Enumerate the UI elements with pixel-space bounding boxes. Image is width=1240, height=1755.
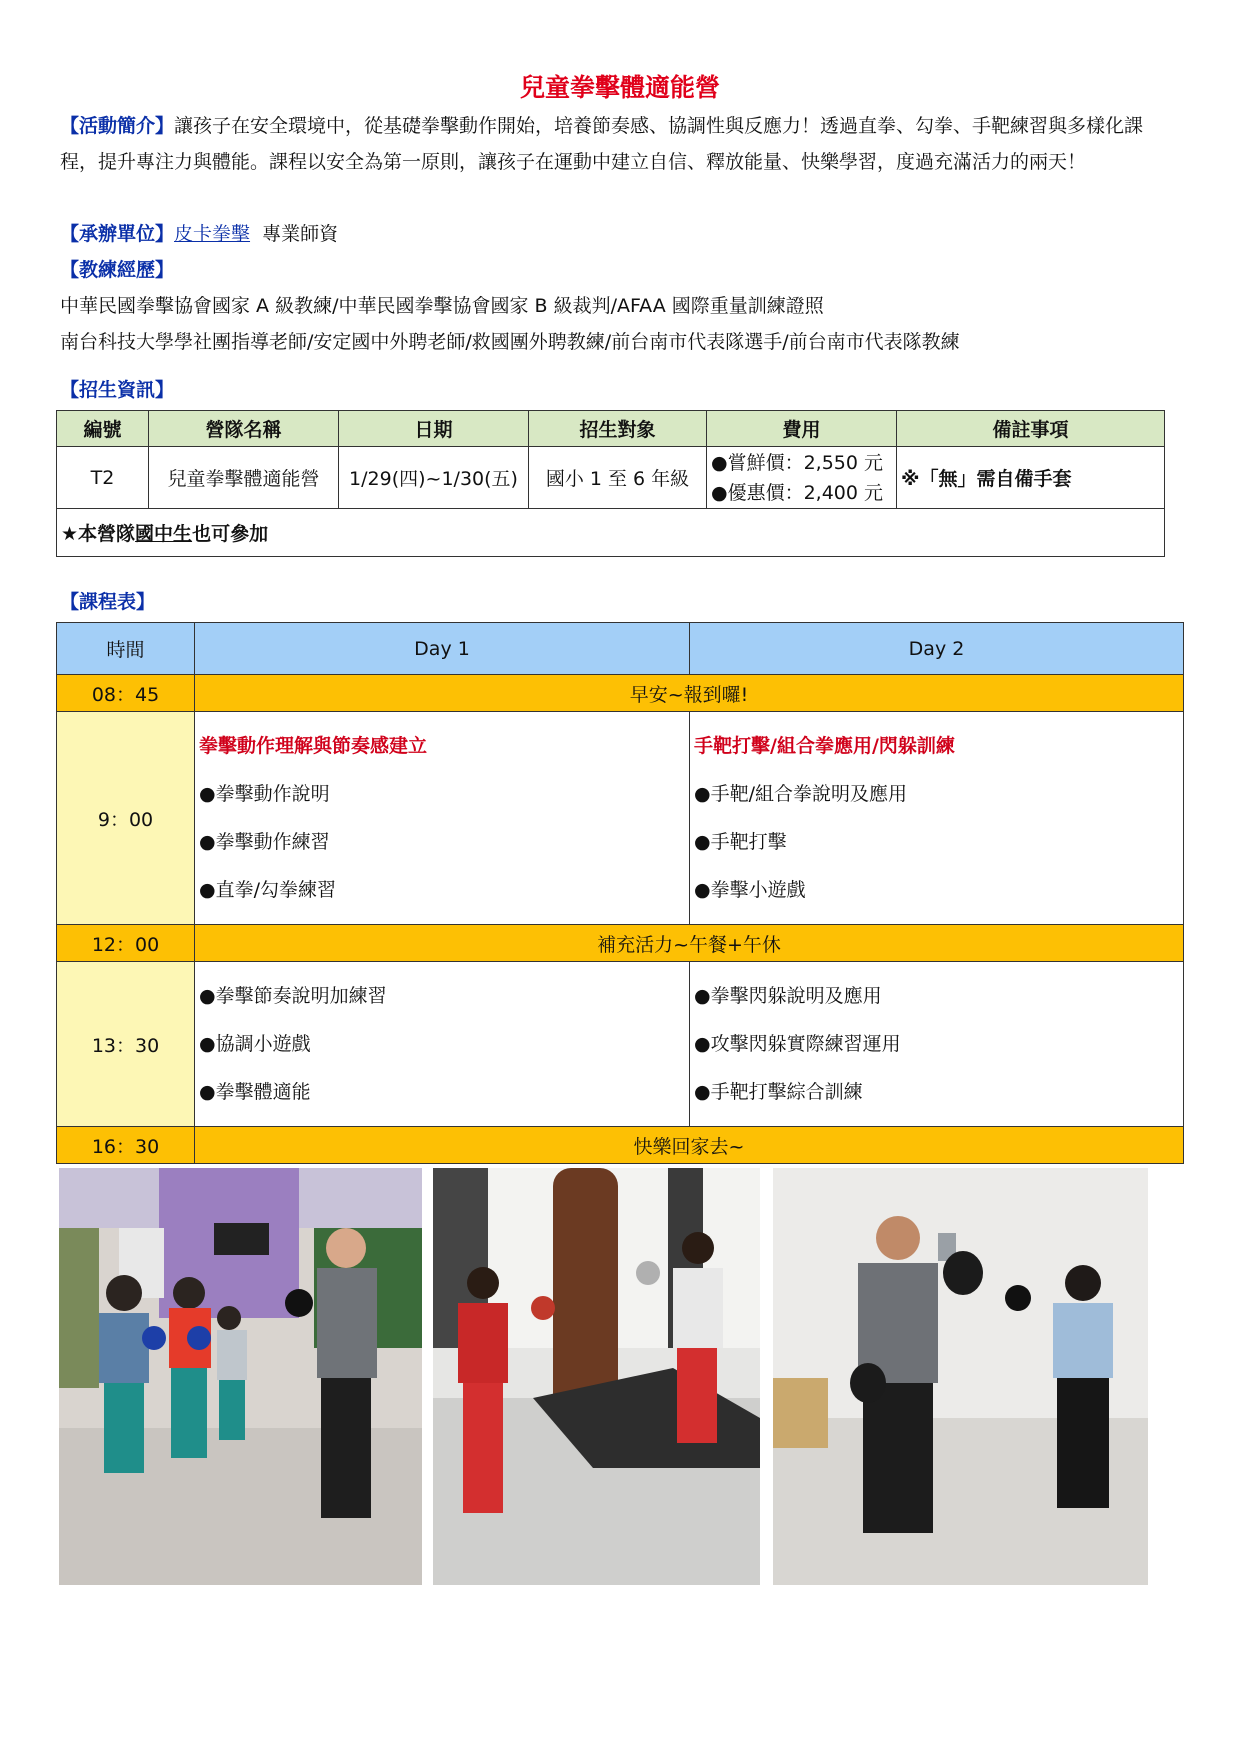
enroll-footer	[57, 509, 1165, 557]
footer-post: 也可參加	[192, 523, 269, 545]
page-title: 兒童拳擊體適能營	[519, 73, 720, 102]
list-item: ●攻擊閃躲實際練習運用	[694, 1033, 901, 1055]
schedule-table	[56, 622, 1184, 1164]
day2-morning	[690, 712, 1184, 925]
enroll-note: ※「無」需自備手套	[897, 447, 1165, 509]
intro-text: 讓孩子在安全環境中，從基礎拳擊動作開始，培養節奏感、協調性與反應力！透過直拳、勾拳、手靶練習與多樣化課程，提升專注力與體能。課程以安全為第一原則，讓孩子在運動中建立自信、釋放能量、快樂學習，度過充滿活力的兩天！	[60, 115, 1144, 173]
schedule-header-row	[57, 623, 1184, 675]
schedule-header-time: 時間	[57, 623, 195, 675]
schedule-row-1630	[57, 1127, 1184, 1164]
organizer-line	[60, 216, 1180, 252]
day2-morning-title: 手靶打擊/組合拳應用/閃躲訓練	[694, 735, 955, 757]
footer-pre: ★本營隊	[61, 523, 136, 545]
enroll-table	[56, 410, 1165, 557]
enroll-header-id: 編號	[57, 411, 149, 447]
schedule-label-line	[60, 584, 1180, 620]
photo-mitt-training	[773, 1168, 1148, 1585]
time-1200: 12：00	[57, 925, 195, 962]
list-item: ●直拳/勾拳練習	[199, 879, 336, 901]
time-0900: 9：00	[57, 712, 195, 925]
enroll-header-target: 招生對象	[529, 411, 707, 447]
list-item: ●拳擊節奏說明加練習	[199, 985, 387, 1007]
band-home: 快樂回家去~	[195, 1127, 1184, 1164]
day2-afternoon	[690, 962, 1184, 1127]
enroll-header-fee: 費用	[707, 411, 897, 447]
day1-morning-title: 拳擊動作理解與節奏感建立	[199, 735, 428, 757]
list-item: ●拳擊動作說明	[199, 783, 330, 805]
photo-group-training	[59, 1168, 422, 1585]
coach-label-line	[60, 252, 1180, 288]
list-item: ●拳擊小遊戲	[694, 879, 806, 901]
list-item: ●手靶/組合拳說明及應用	[694, 783, 907, 805]
list-item: ●拳擊動作練習	[199, 831, 330, 853]
schedule-row-0845	[57, 675, 1184, 712]
footer-underline: 國中生	[135, 523, 193, 545]
band-lunch: 補充活力~午餐+午休	[195, 925, 1184, 962]
enroll-date: 1/29(四)~1/30(五)	[339, 447, 529, 509]
organizer-text: 專業師資	[262, 223, 339, 245]
schedule-header-day2: Day 2	[690, 623, 1184, 675]
enroll-footer-row	[57, 509, 1165, 557]
coach-label: 【教練經歷】	[60, 259, 175, 281]
coach-line-2: 南台科技大學學社團指導老師/安定國中外聘老師/救國團外聘教練/前台南市代表隊選手/前台南市代表隊教練	[60, 331, 960, 353]
intro-label: 【活動簡介】	[60, 115, 175, 137]
schedule-label: 【課程表】	[60, 591, 156, 613]
enroll-header-date: 日期	[339, 411, 529, 447]
enroll-fee	[707, 447, 897, 509]
schedule-row-1330	[57, 962, 1184, 1127]
list-item: ●拳擊體適能	[199, 1081, 311, 1103]
coach-line-1: 中華民國拳擊協會國家 A 級教練/中華民國拳擊協會國家 B 級裁判/AFAA 國際重量訓練證照	[60, 295, 824, 317]
organizer-label: 【承辦單位】	[60, 223, 175, 245]
list-item: ●手靶打擊	[694, 831, 787, 853]
list-item: ●拳擊閃躲說明及應用	[694, 985, 882, 1007]
enroll-label-line	[60, 372, 1180, 408]
enroll-target: 國小 1 至 6 年級	[529, 447, 707, 509]
fee-discount: ●優惠價：2,400 元	[711, 481, 884, 504]
organizer-link[interactable]: 皮卡拳擊	[174, 223, 251, 245]
schedule-row-1200	[57, 925, 1184, 962]
enroll-header-row	[57, 411, 1165, 447]
intro-paragraph	[60, 108, 1180, 180]
time-1330: 13：30	[57, 962, 195, 1127]
photo-punching-bag	[433, 1168, 760, 1585]
enroll-label: 【招生資訊】	[60, 379, 175, 401]
time-1630: 16：30	[57, 1127, 195, 1164]
enroll-id: T2	[57, 447, 149, 509]
list-item: ●協調小遊戲	[199, 1033, 311, 1055]
list-item: ●手靶打擊綜合訓練	[694, 1081, 863, 1103]
time-0845: 08：45	[57, 675, 195, 712]
enroll-name: 兒童拳擊體適能營	[149, 447, 339, 509]
band-checkin: 早安~報到囉!	[195, 675, 1184, 712]
day1-morning	[195, 712, 690, 925]
enroll-row	[57, 447, 1165, 509]
schedule-header-day1: Day 1	[195, 623, 690, 675]
enroll-header-name: 營隊名稱	[149, 411, 339, 447]
day1-afternoon	[195, 962, 690, 1127]
fee-trial: ●嘗鮮價：2,550 元	[711, 451, 884, 474]
enroll-header-note: 備註事項	[897, 411, 1165, 447]
schedule-row-0900	[57, 712, 1184, 925]
